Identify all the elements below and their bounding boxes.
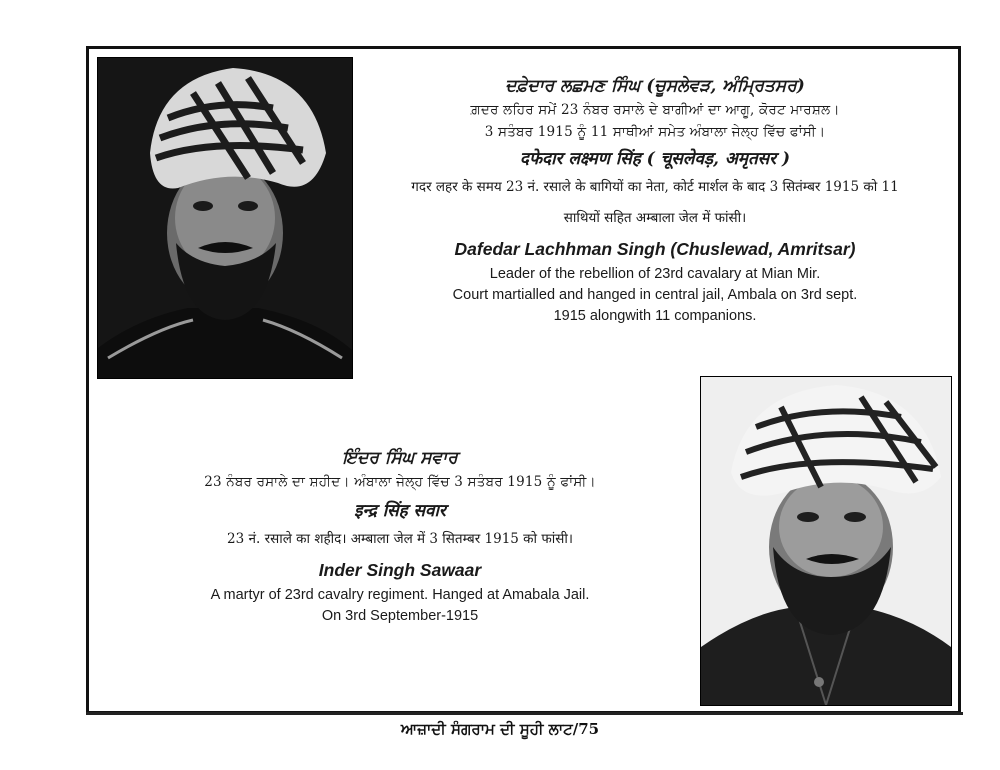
english-title: Dafedar Lachhman Singh (Chuslewad, Amritsar) xyxy=(454,239,856,259)
punjabi-line: 3 ਸਤੰਬਰ 1915 ਨੂੰ 11 ਸਾਥੀਆਂ ਸਮੇਤ ਅੰਬਾਲਾ ਜੇਲ੍ਹ ਵਿੱਚ ਫਾਂਸੀ। xyxy=(484,124,826,140)
english-line: Court martialled and hanged in central jail, Ambala on 3rd sept. xyxy=(452,287,858,303)
punjabi-title: ਇੰਦਰ ਸਿੰਘ ਸਵਾਰ xyxy=(342,448,458,468)
hindi-title: इन्द्र सिंह सवार xyxy=(354,501,446,521)
entry-lachhman-singh xyxy=(355,76,955,329)
page-border-bottom xyxy=(86,712,963,715)
english-title: Inder Singh Sawaar xyxy=(318,560,482,580)
english-line: Leader of the rebellion of 23rd cavalary at Mian Mir. xyxy=(489,266,821,282)
punjabi-line: 23 ਨੰਬਰ ਰਸਾਲੇ ਦਾ ਸ਼ਹੀਦ। ਅੰਬਾਲਾ ਜੇਲ੍ਹ ਵਿੱਚ 3 ਸਤੰਬਰ 1915 ਨੂੰ ਫਾਂਸੀ। xyxy=(204,474,596,490)
entry-inder-singh xyxy=(105,448,695,629)
punjabi-title: ਦਫ਼ੇਦਾਰ ਲਛਮਣ ਸਿੰਘ (ਚੂਸਲੇਵੜ, ਅੰਮ੍ਰਿਤਸਰ) xyxy=(505,76,805,96)
portrait-inder-singh xyxy=(700,376,952,706)
english-line: On 3rd September-1915 xyxy=(321,608,479,624)
english-line: 1915 alongwith 11 companions. xyxy=(553,308,757,324)
hindi-line: साथियों सहित अम्बाला जेल में फांसी। xyxy=(563,210,747,226)
english-line: A martyr of 23rd cavalry regiment. Hanged at Amabala Jail. xyxy=(210,587,590,603)
hindi-title: दफेदार लक्ष्मण सिंह ( चूसलेवड़, अमृतसर ) xyxy=(519,149,791,169)
portrait-lachhman-singh xyxy=(97,57,353,379)
hindi-line: 23 नं. रसाले का शहीद। अम्बाला जेल में 3 सितम्बर 1915 को फांसी। xyxy=(227,531,573,547)
punjabi-line: ਗ਼ਦਰ ਲਹਿਰ ਸਮੇਂ 23 ਨੰਬਰ ਰਸਾਲੇ ਦੇ ਬਾਗੀਆਂ ਦਾ ਆਗੂ, ਕੋਰਟ ਮਾਰਸ਼ਲ। xyxy=(470,102,840,118)
hindi-line: गदर लहर के समय 23 नं. रसाले के बागियों का नेता, कोर्ट मार्शल के बाद 3 सितंम्बर 1915 को 11 xyxy=(411,179,899,195)
page-footer: ਆਜ਼ਾਦੀ ਸੰਗਰਾਮ ਦੀ ਸੂਹੀ ਲਾਟ/75 xyxy=(400,720,600,738)
